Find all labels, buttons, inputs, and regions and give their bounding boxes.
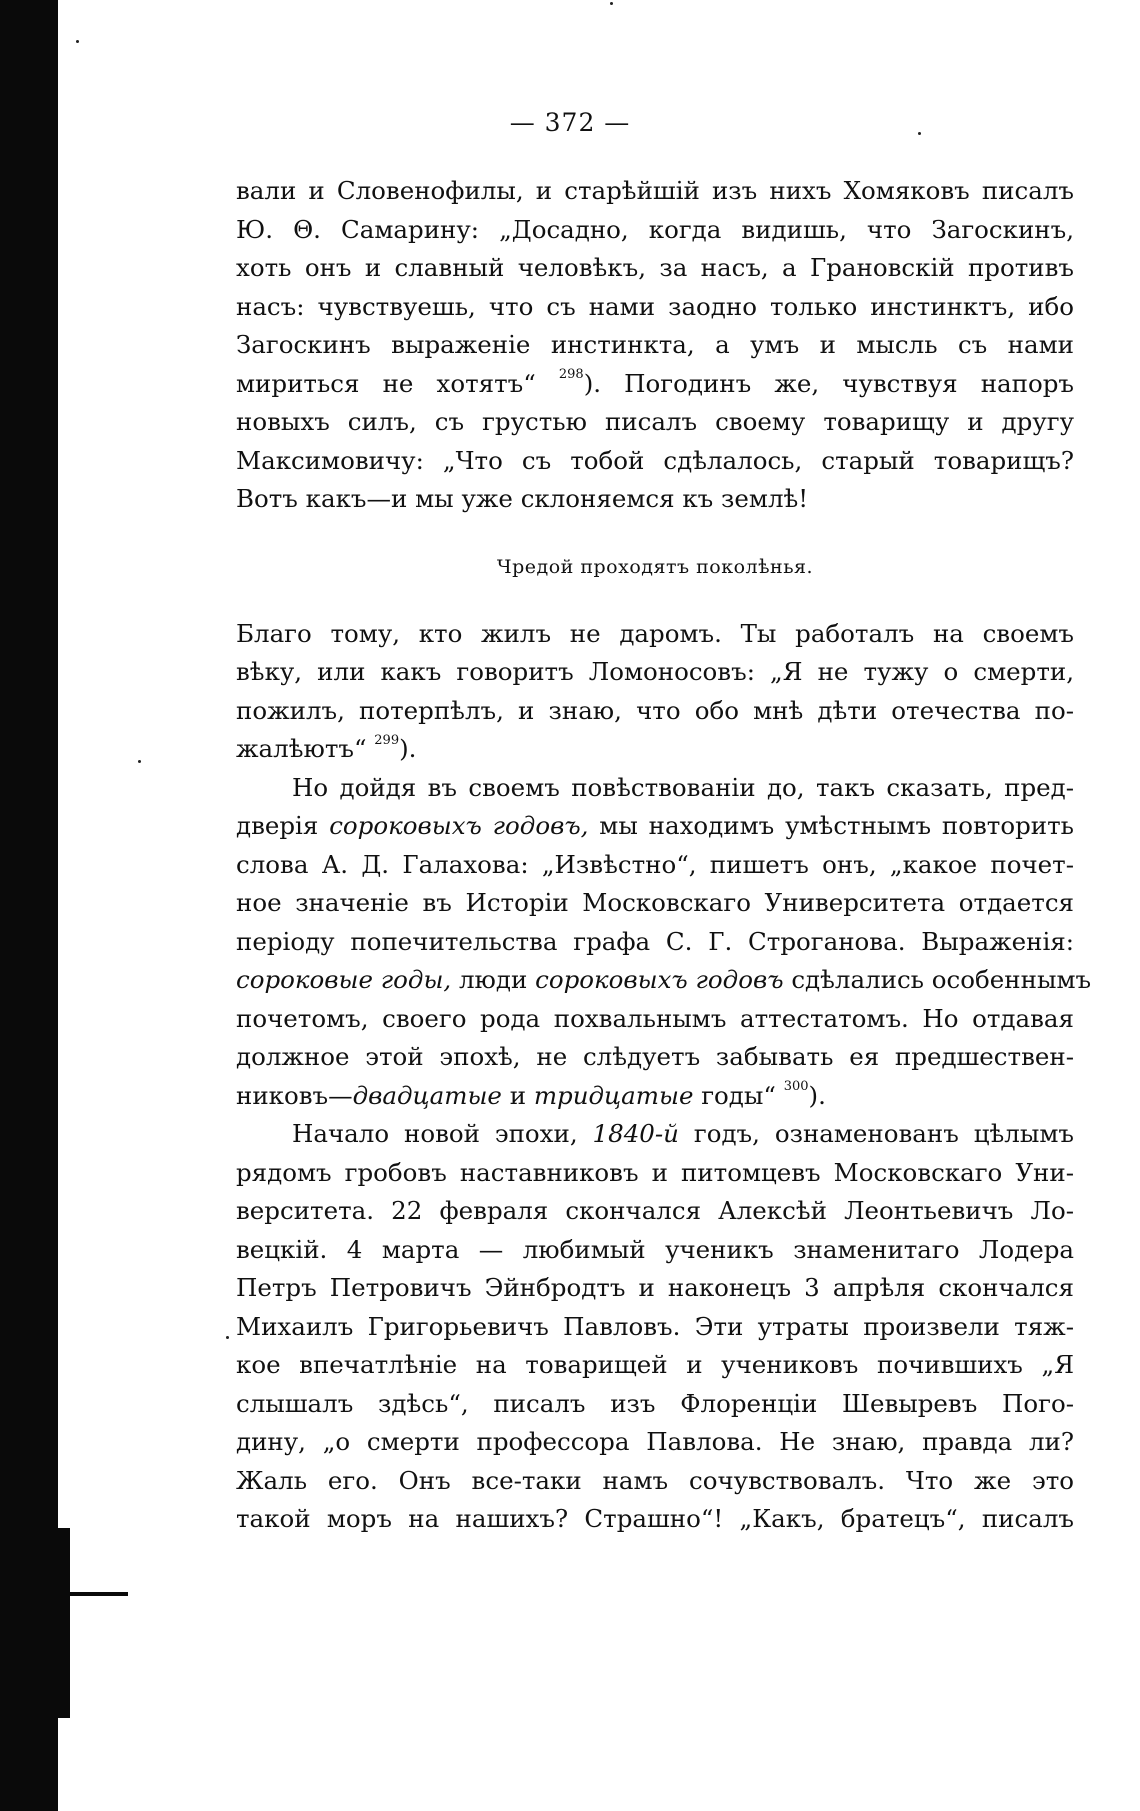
scan-speck [610,2,613,5]
text-line [236,653,1074,692]
italic-text: двадцатые [352,1080,502,1110]
text-line [236,615,1074,654]
text-line [236,1500,1074,1539]
book-spine-notch [58,1528,70,1718]
text-line [236,1269,1074,1308]
text-line [236,480,1074,519]
text-line [236,730,1074,769]
italic-text: 1840-й [592,1119,679,1148]
text-segment: Максимовичу: „Что съ тобой сдѣлалось, старый товарищъ? [236,445,1074,475]
text-segment: дину, „о смерти профессора Павлова. Не знаю, правда ли? [236,1427,1074,1456]
text-segment: Петръ Петровичъ Эйнбродтъ и наконецъ 3 апрѣля скончался [236,1273,1074,1302]
text-segment: Жаль его. Онъ все-таки намъ сочувствовалъ. Что же это [236,1465,1074,1495]
text-line [236,1308,1074,1347]
scan-speck [226,1336,229,1339]
text-segment: хоть онъ и славный человѣкъ, за насъ, а Грановскій противъ [236,253,1074,282]
text-segment: Но дойдя въ своемъ повѣствованіи до, такъ сказать, пред- [292,772,1074,802]
text-segment: дверія [236,811,330,840]
text-line [236,442,1074,481]
italic-text: тридцатые [533,1080,694,1110]
verse-line [236,519,1074,615]
text-segment: почетомъ, своего рода похвальнымъ аттестатомъ. Но отдавая [236,1003,1074,1033]
scan-speck [138,760,141,763]
text-line [236,846,1074,885]
text-segment: слова А. Д. Галахова: „Извѣстно“, пишетъ онъ, „какое почет- [236,849,1074,879]
book-spine-shadow [0,0,58,1811]
text-segment: Благо тому, кто жилъ не даромъ. Ты работалъ на своемъ [236,618,1074,648]
text-segment: мы находимъ умѣстнымъ повторить [588,811,1074,840]
text-segment: Михаилъ Григорьевичъ Павловъ. Эти утраты произвели тяж- [236,1311,1074,1341]
text-segment: мириться не хотятъ“ [236,368,559,398]
text-line [236,1346,1074,1385]
text-segment: рядомъ гробовъ наставниковъ и питомцевъ Московскаго Уни- [236,1157,1074,1187]
book-spine-tail [68,1592,128,1596]
footnote-ref: 298 [558,367,584,383]
footnote-ref: 299 [374,732,400,748]
text-line [236,1077,1074,1116]
text-line [236,1154,1074,1193]
text-segment: годъ, ознаменованъ цѣлымъ [678,1119,1074,1148]
italic-text: сороковыхъ годовъ, [329,811,589,840]
text-segment: ). [808,1080,826,1110]
text-segment: годы“ [693,1080,784,1110]
text-segment: должное этой эпохѣ, не слѣдуетъ забывать ея предшествен- [236,1042,1074,1071]
text-segment: ). Погодинъ же, чувствуя напоръ [583,368,1075,398]
text-segment: вецкій. 4 марта — любимый ученикъ знаменитаго Лодера [236,1234,1074,1264]
text-line [236,249,1074,288]
text-line [236,172,1074,211]
text-segment: сдѣлались особеннымъ [783,965,1092,994]
text-segment: и [501,1080,534,1110]
text-segment: ное значеніе въ Исторіи Московскаго Университета отдается [236,888,1074,917]
text-segment: кое впечатлѣніе на товарищей и учениковъ почившихъ „Я [236,1350,1074,1379]
text-segment: никовъ— [236,1080,353,1110]
text-line [236,692,1074,731]
footnote-ref: 300 [783,1079,809,1095]
text-segment: пожилъ, потерпѣлъ, и знаю, что обо мнѣ дѣти отечества по- [236,695,1074,725]
italic-text: сороковыхъ годовъ [535,965,784,994]
text-segment: жалѣютъ“ [236,734,375,763]
text-line [236,1385,1074,1424]
text-segment: слышалъ здѣсь“, писалъ изъ Флоренціи Шевыревъ Пого- [236,1388,1074,1418]
text-line [236,1115,1074,1154]
scan-speck [76,40,79,43]
text-line [236,403,1074,442]
text-line [236,884,1074,923]
text-segment: Ю. Θ. Самарину: „Досадно, когда видишь, что Загоскинъ, [236,214,1074,244]
italic-text: сороковые годы, [236,965,452,994]
text-line [236,365,1074,404]
text-segment: Вотъ какъ—и мы уже склоняемся къ землѣ! [236,484,809,513]
text-segment: Загоскинъ выраженіе инстинкта, а умъ и мысль съ нами [236,330,1074,359]
text-segment: новыхъ силъ, съ грустью писалъ своему товарищу и другу [236,407,1074,436]
text-line [236,1423,1074,1462]
text-segment: ). [399,734,417,763]
text-line [236,1038,1074,1077]
text-segment: періоду попечительства графа С. Г. Строганова. Выраженія: [236,926,1074,956]
text-segment: вѣку, или какъ говоритъ Ломоносовъ: „Я не тужу о смерти, [236,657,1074,686]
text-line [236,769,1074,808]
text-line [236,1192,1074,1231]
text-line [236,923,1074,962]
text-line [236,1231,1074,1270]
text-segment: верситета. 22 февраля скончался Алексѣй Леонтьевичъ Ло- [236,1196,1074,1225]
text-segment: такой моръ на нашихъ? Страшно“! „Какъ, братецъ“, писалъ [236,1504,1074,1533]
text-line [236,1000,1074,1039]
page-number: — 372 — [509,108,631,137]
text-line [236,961,1092,1000]
body-text [236,172,1092,1539]
text-segment: вали и Словенофилы, и старѣйшій изъ нихъ Хомяковъ писалъ [236,176,1074,205]
text-line [236,211,1074,250]
text-line [236,807,1074,846]
text-segment: люди [451,965,536,994]
text-segment: насъ: чувствуешь, что съ нами заодно только инстинктъ, ибо [236,291,1074,321]
text-line [236,1462,1074,1501]
text-segment: Чредой проходятъ поколѣнья. [496,555,814,578]
text-segment: Начало новой эпохи, [292,1119,593,1148]
text-line [236,288,1074,327]
text-line [236,326,1074,365]
